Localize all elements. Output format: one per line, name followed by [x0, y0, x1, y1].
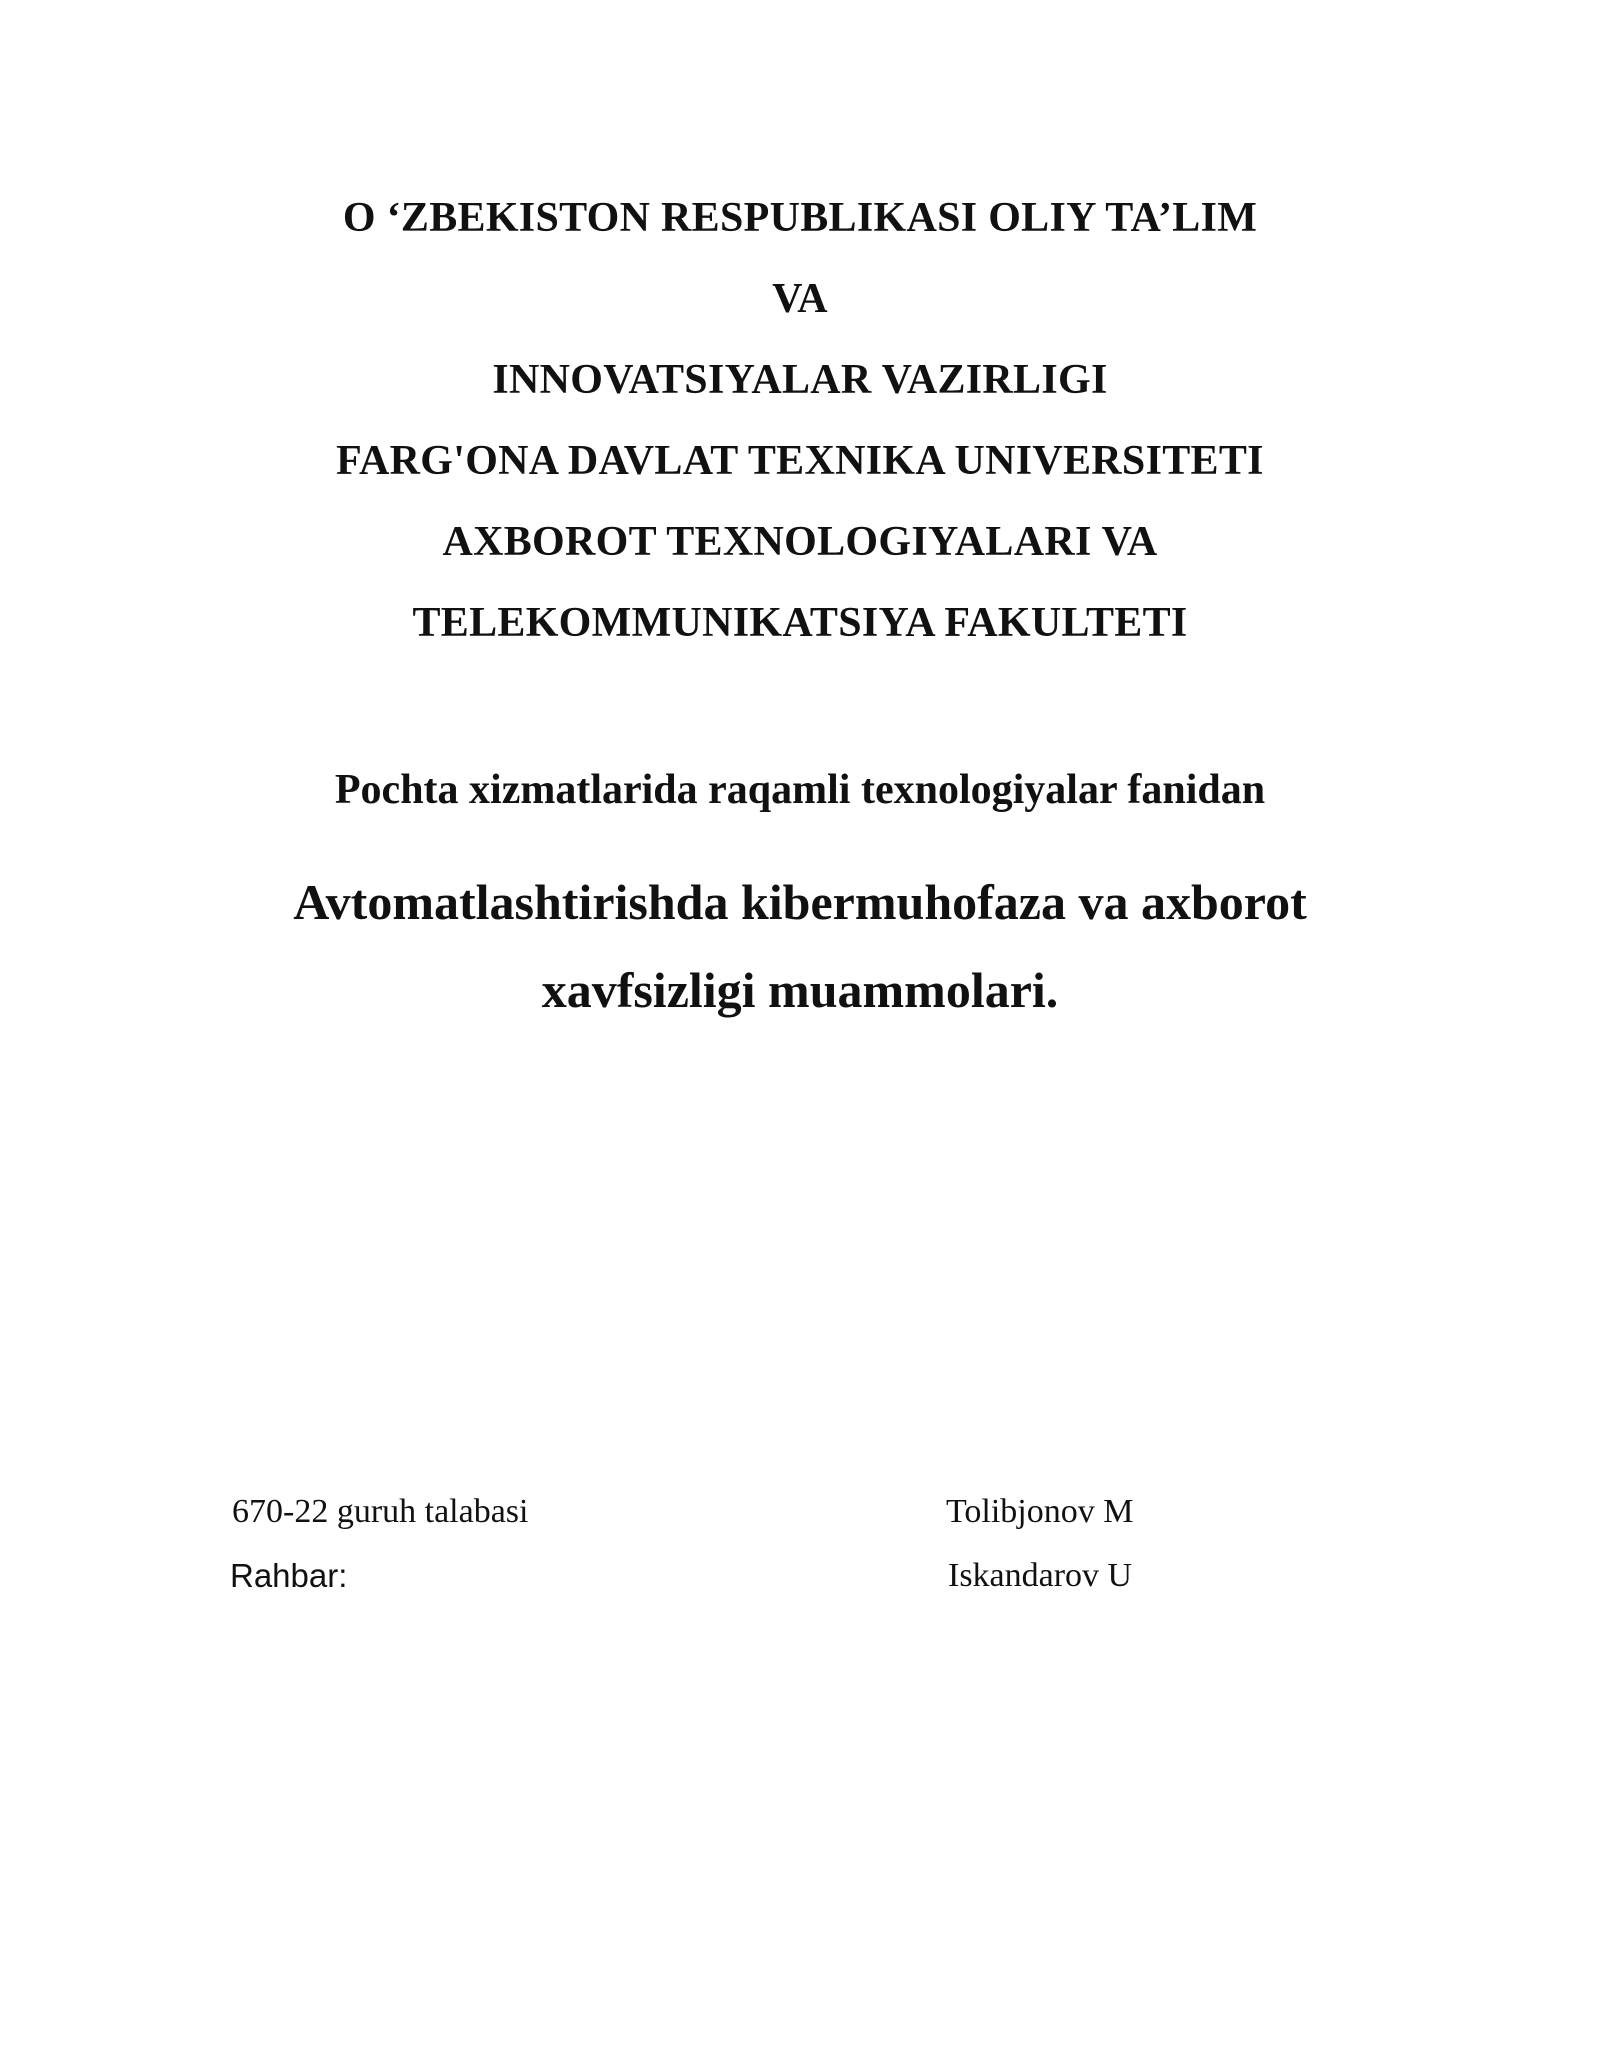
- institution-header: [0, 178, 1600, 664]
- subject-line: Pochta xizmatlarida raqamli texnologiyalar fanidan: [334, 767, 1266, 813]
- ministry-line-2: VA: [772, 276, 828, 322]
- title-line-1: Avtomatlashtirishda kibermuhofaza va axborot: [293, 874, 1307, 930]
- faculty-line-2: TELEKOMMUNIKATSIYA FAKULTETI: [412, 600, 1188, 646]
- supervisor-row: [0, 1551, 1600, 1601]
- university-name: FARG'ONA DAVLAT TEXNIKA UNIVERSITETI: [336, 438, 1264, 484]
- supervisor-name: Iskandarov U: [948, 1557, 1133, 1594]
- ministry-line-1: O ‘ZBEKISTON RESPUBLIKASI OLIY TA’LIM: [342, 195, 1258, 241]
- ministry-line-3: INNOVATSIYALAR VAZIRLIGI: [492, 357, 1108, 403]
- student-row: [0, 1487, 1600, 1537]
- faculty-line-1: AXBOROT TEXNOLOGIYALARI VA: [442, 519, 1158, 565]
- document-title: [0, 858, 1600, 1034]
- student-name: Tolibjonov M: [946, 1493, 1134, 1530]
- student-label: 670-22 guruh talabasi: [232, 1493, 529, 1530]
- supervisor-label: Rahbar:: [230, 1557, 348, 1594]
- title-line-2: xavfsizligi muammolari.: [541, 962, 1059, 1018]
